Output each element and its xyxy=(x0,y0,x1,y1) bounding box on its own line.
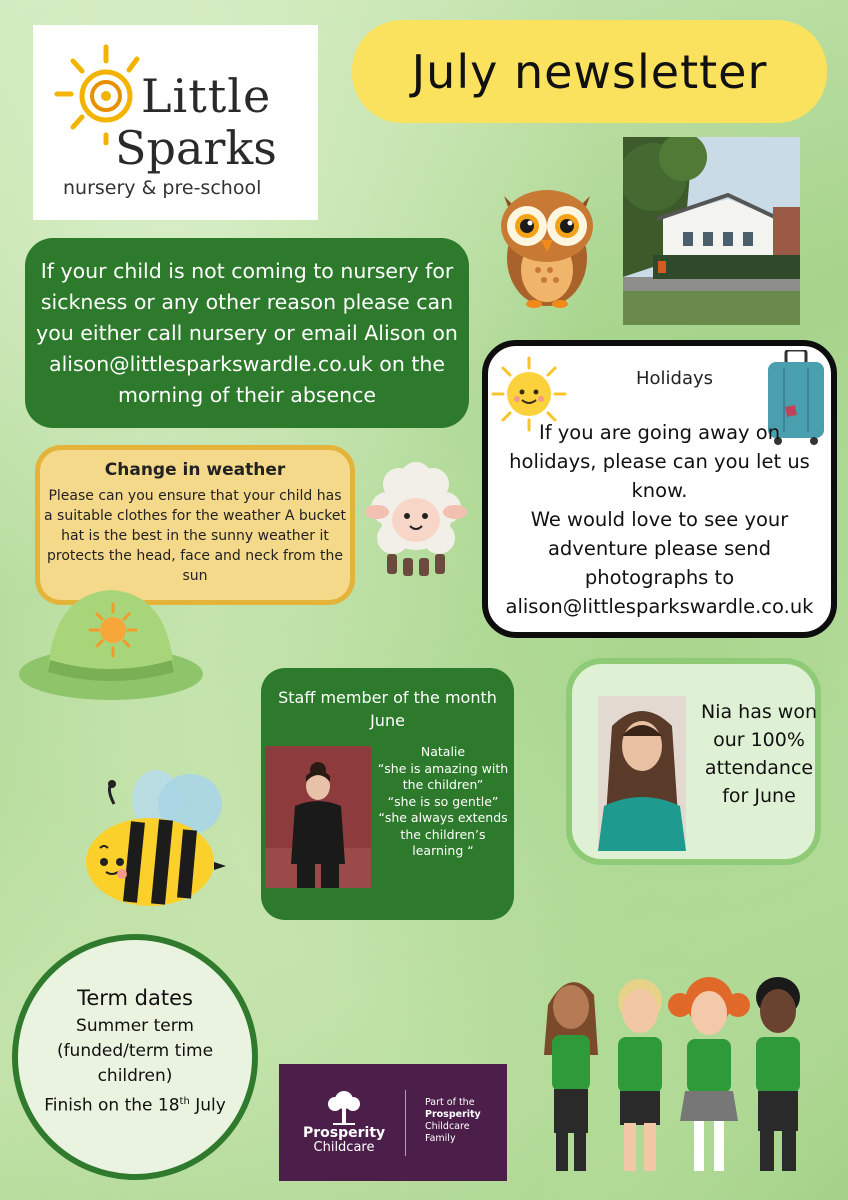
prosperity-part-1: Part of the xyxy=(425,1097,475,1108)
weather-box xyxy=(35,445,355,605)
bucket-hat-icon xyxy=(18,584,204,708)
child-1 xyxy=(544,982,598,1171)
holidays-line-2: We would love to see your adventure please send photographs to xyxy=(530,508,789,589)
weather-title: Change in weather xyxy=(104,460,286,480)
absence-notice-box xyxy=(25,238,469,428)
staff-quote-block xyxy=(374,744,512,860)
child-2 xyxy=(618,979,662,1171)
title-banner xyxy=(352,20,827,123)
staff-quote-1: “she is amazing with the children” xyxy=(377,760,509,792)
child-3 xyxy=(668,977,750,1171)
term-finish-sup: th xyxy=(179,1096,190,1107)
staff-quote-3: “she always extends the children’s learning “ xyxy=(378,810,508,858)
holidays-title: Holidays xyxy=(635,368,714,389)
child-4 xyxy=(756,977,800,1171)
prosperity-childcare-logo xyxy=(279,1064,507,1181)
staff-of-month-box xyxy=(261,668,514,920)
attendance-text: Nia has won our 100% attendance for June xyxy=(700,701,817,807)
owl-icon xyxy=(494,178,600,310)
logo-tagline: nursery & pre-school xyxy=(63,177,262,199)
prosperity-family-text xyxy=(425,1097,481,1145)
prosperity-name: Prosperity xyxy=(303,1125,386,1141)
staff-photo-image xyxy=(265,746,371,888)
staff-photo xyxy=(265,746,371,888)
term-finish-suffix: July xyxy=(189,1095,226,1116)
prosperity-part-2: Prosperity xyxy=(425,1109,481,1120)
absence-notice-text: If your child is not coming to nursery for sickness or any other reason please can you either call nursery or email Alison on alison@littlesparkswardle.co.uk on the morning of their absence xyxy=(36,258,458,407)
sheep-icon xyxy=(363,462,469,580)
holidays-line-1: If you are going away on holidays, please can you let us know. xyxy=(509,421,810,502)
holidays-body xyxy=(498,418,821,621)
bee-icon xyxy=(82,768,230,910)
prosperity-sub: Childcare xyxy=(313,1140,375,1155)
holidays-email: alison@littlesparkswardle.co.uk xyxy=(505,595,814,618)
attendance-award-box xyxy=(566,658,821,865)
tree-icon xyxy=(327,1088,361,1126)
holidays-box xyxy=(482,340,837,638)
term-finish-prefix: Finish on the 18 xyxy=(44,1095,180,1116)
prosperity-part-4: Family xyxy=(425,1133,456,1144)
term-body xyxy=(18,1014,252,1119)
term-finish xyxy=(18,1089,252,1119)
little-sparks-logo xyxy=(33,25,318,220)
staff-title: Staff member of the month June xyxy=(278,688,497,730)
attendance-photo-image xyxy=(598,696,686,851)
staff-name: Natalie xyxy=(420,744,466,759)
weather-body: Please can you ensure that your child has a suitable clothes for the weather A bucket hat is the best in the sunny weather it protects the head, face and neck from the sun xyxy=(44,488,347,584)
staff-quote-2: “she is so gentle” xyxy=(387,793,499,809)
logo-word-sparks: Sparks xyxy=(115,121,277,175)
children-illustration xyxy=(540,965,830,1180)
attendance-photo xyxy=(598,696,686,851)
logo-word-little: Little xyxy=(141,69,272,123)
nursery-building-photo xyxy=(623,137,800,325)
term-title: Term dates xyxy=(77,986,193,1010)
term-line-1: Summer term xyxy=(76,1016,194,1036)
prosperity-part-3: Childcare xyxy=(425,1121,470,1132)
page-title: July newsletter xyxy=(411,44,768,99)
prosperity-divider xyxy=(405,1090,406,1156)
term-line-2: (funded/term time children) xyxy=(56,1041,214,1086)
term-dates-circle xyxy=(12,934,258,1180)
